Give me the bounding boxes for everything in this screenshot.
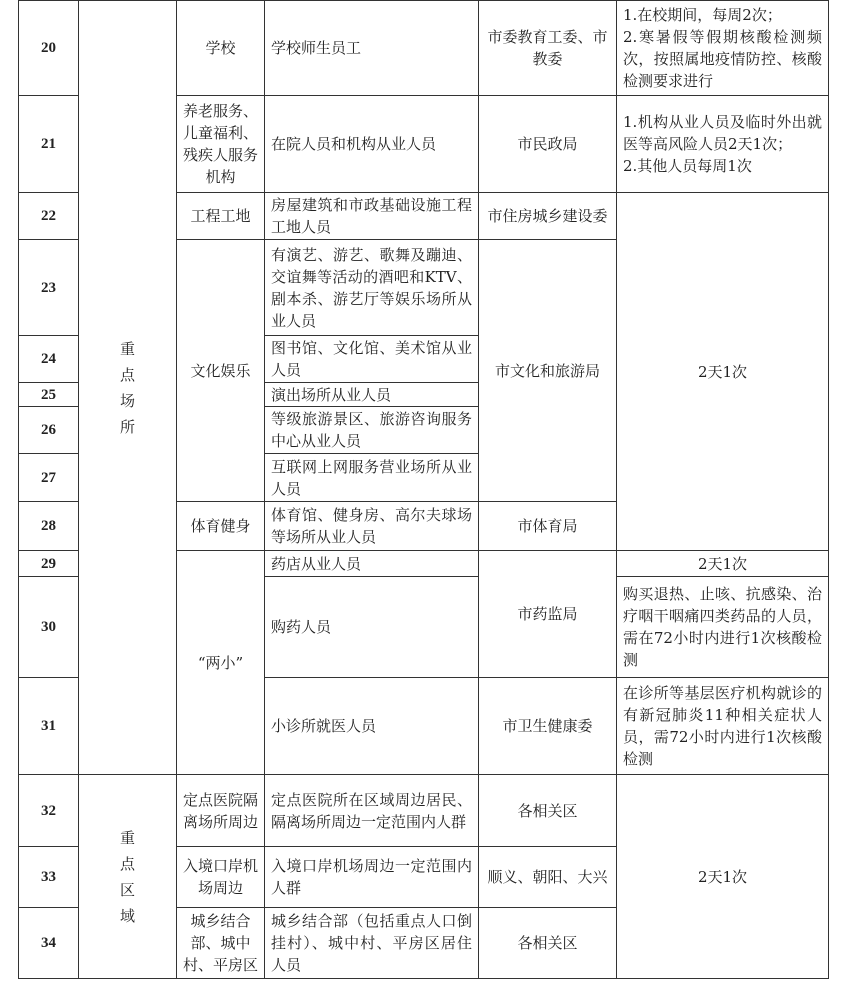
responsible-dept: 各相关区	[479, 775, 617, 847]
table-row	[19, 1, 829, 96]
row-number: 30	[19, 577, 79, 678]
category-key-areas	[79, 775, 177, 979]
place-type: 养老服务、儿童福利、残疾人服务机构	[177, 96, 265, 193]
frequency-line: 1.在校期间，每周2次；	[623, 6, 782, 24]
frequency-line: 1.机构从业人员及临时外出就医等高风险人员2天1次；	[623, 113, 822, 153]
responsible-dept: 市药监局	[479, 551, 617, 678]
responsible-dept: 市体育局	[479, 502, 617, 551]
target-people: 互联网上网服务营业场所从业人员	[265, 454, 479, 502]
row-number: 32	[19, 775, 79, 847]
row-number: 23	[19, 240, 79, 336]
table-row	[19, 775, 829, 847]
target-people: 购药人员	[265, 577, 479, 678]
row-number: 22	[19, 193, 79, 240]
row-number: 28	[19, 502, 79, 551]
row-number: 20	[19, 1, 79, 96]
place-type: 入境口岸机场周边	[177, 847, 265, 908]
frequency-line: 2.寒暑假等假期核酸检测频次，按照属地疫情防控、核酸检测要求进行	[623, 28, 822, 90]
target-people: 在院人员和机构从业人员	[265, 96, 479, 193]
place-type: 学校	[177, 1, 265, 96]
responsible-dept: 各相关区	[479, 908, 617, 979]
category-label: 重点场所	[119, 339, 135, 436]
test-frequency	[617, 1, 829, 96]
test-frequency: 2天1次	[617, 551, 829, 577]
row-number: 27	[19, 454, 79, 502]
category-key-places	[79, 1, 177, 775]
target-people: 小诊所就医人员	[265, 678, 479, 775]
target-people: 体育馆、健身房、高尔夫球场等场所从业人员	[265, 502, 479, 551]
responsible-dept: 顺义、朝阳、大兴	[479, 847, 617, 908]
test-frequency: 购买退热、止咳、抗感染、治疗咽干咽痛四类药品的人员，需在72小时内进行1次核酸检测	[617, 577, 829, 678]
place-type: 体育健身	[177, 502, 265, 551]
test-frequency: 在诊所等基层医疗机构就诊的有新冠肺炎11种相关症状人员，需72小时内进行1次核酸检测	[617, 678, 829, 775]
place-type: 城乡结合部、城中村、平房区	[177, 908, 265, 979]
row-number: 25	[19, 383, 79, 407]
place-type: 定点医院隔离场所周边	[177, 775, 265, 847]
row-number: 29	[19, 551, 79, 577]
row-number: 26	[19, 407, 79, 454]
testing-frequency-table	[18, 0, 829, 979]
place-type: 文化娱乐	[177, 240, 265, 502]
frequency-line: 2.其他人员每周1次	[623, 157, 752, 175]
target-people: 等级旅游景区、旅游咨询服务中心从业人员	[265, 407, 479, 454]
target-people: 城乡结合部（包括重点人口倒挂村）、城中村、平房区居住人员	[265, 908, 479, 979]
responsible-dept: 市文化和旅游局	[479, 240, 617, 502]
place-type: 工程工地	[177, 193, 265, 240]
test-frequency-shared: 2天1次	[617, 193, 829, 551]
target-people: 学校师生员工	[265, 1, 479, 96]
target-people: 有演艺、游艺、歌舞及蹦迪、交谊舞等活动的酒吧和KTV、剧本杀、游艺厅等娱乐场所从业人员	[265, 240, 479, 336]
target-people: 图书馆、文化馆、美术馆从业人员	[265, 336, 479, 383]
test-frequency-shared: 2天1次	[617, 775, 829, 979]
row-number: 34	[19, 908, 79, 979]
responsible-dept: 市住房城乡建设委	[479, 193, 617, 240]
target-people: 入境口岸机场周边一定范围内人群	[265, 847, 479, 908]
responsible-dept: 市民政局	[479, 96, 617, 193]
row-number: 31	[19, 678, 79, 775]
row-number: 21	[19, 96, 79, 193]
category-label: 重点区域	[119, 828, 135, 925]
row-number: 33	[19, 847, 79, 908]
test-frequency	[617, 96, 829, 193]
row-number: 24	[19, 336, 79, 383]
responsible-dept: 市委教育工委、市教委	[479, 1, 617, 96]
target-people: 药店从业人员	[265, 551, 479, 577]
target-people: 定点医院所在区域周边居民、隔离场所周边一定范围内人群	[265, 775, 479, 847]
place-type: “两小”	[177, 551, 265, 775]
target-people: 演出场所从业人员	[265, 383, 479, 407]
target-people: 房屋建筑和市政基础设施工程工地人员	[265, 193, 479, 240]
responsible-dept: 市卫生健康委	[479, 678, 617, 775]
